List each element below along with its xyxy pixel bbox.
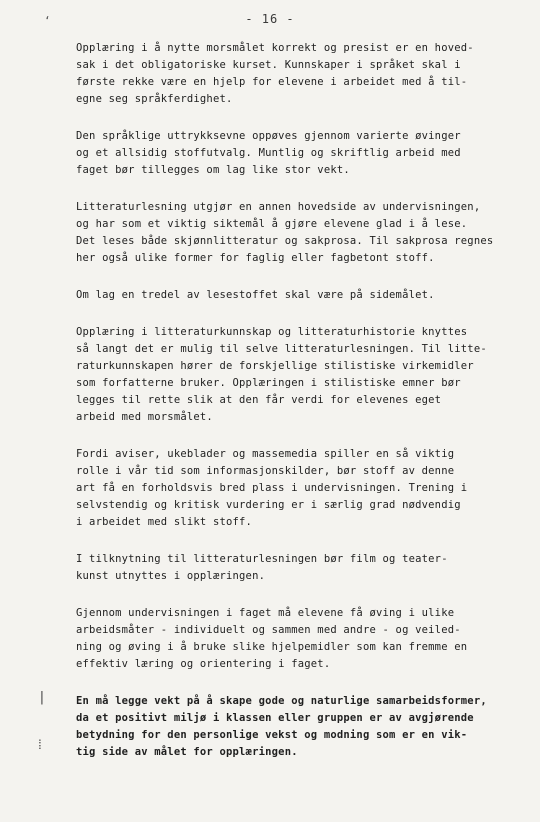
paragraph — [76, 693, 516, 761]
text-line: En må legge vekt på å skape gode og naturlige samarbeidsformer, — [76, 695, 487, 707]
text-line: Litteraturlesning utgjør en annen hovedside av undervisningen, — [76, 201, 481, 213]
text-line: Opplæring i litteraturkunnskap og litteraturhistorie knyttes — [76, 326, 468, 338]
text-line: raturkunnskapen hører de forskjellige stilistiske virkemidler — [76, 360, 474, 372]
document-body — [76, 40, 516, 781]
text-line: Fordi aviser, ukeblader og massemedia spiller en så viktig — [76, 448, 455, 460]
text-line: første rekke være en hjelp for elevene i arbeidet med å til- — [76, 76, 468, 88]
text-line: Den språklige uttrykksevne oppøves gjennom varierte øvinger — [76, 130, 461, 142]
text-line: Om lag en tredel av lesestoffet skal være på sidemålet. — [76, 289, 435, 301]
paragraph — [76, 551, 516, 585]
paragraph — [76, 287, 516, 304]
paragraph — [76, 128, 516, 179]
text-line: og et allsidig stoffutvalg. Muntlig og skriftlig arbeid med — [76, 147, 461, 159]
text-line: i arbeidet med slikt stoff. — [76, 516, 253, 528]
text-line: betydning for den personlige vekst og modning som er en vik- — [76, 729, 468, 741]
text-line: faget bør tillegges om lag like stor vekt. — [76, 164, 350, 176]
text-line: Gjennom undervisningen i faget må elevene få øving i ulike — [76, 607, 455, 619]
text-line: kunst utnyttes i opplæringen. — [76, 570, 266, 582]
text-line: art få en forholdsvis bred plass i undervisningen. Trening i — [76, 482, 468, 494]
text-line: egne seg språkferdighet. — [76, 93, 233, 105]
paragraph — [76, 199, 516, 267]
margin-mark: | — [38, 690, 46, 705]
text-line: sak i det obligatoriske kurset. Kunnskaper i språket skal i — [76, 59, 461, 71]
text-line: Det leses både skjønnlitteratur og sakprosa. Til sakprosa regnes — [76, 235, 494, 247]
text-line: arbeid med morsmålet. — [76, 411, 213, 423]
margin-mark: ⁞ — [36, 738, 44, 753]
text-line: som forfatterne bruker. Opplæringen i stilistiske emner bør — [76, 377, 461, 389]
page-number: - 16 - — [245, 12, 295, 26]
text-line: rolle i vår tid som informasjonskilder, bør stoff av denne — [76, 465, 455, 477]
paragraph — [76, 446, 516, 531]
text-line: effektiv læring og orientering i faget. — [76, 658, 331, 670]
paragraph — [76, 605, 516, 673]
text-line: Opplæring i å nytte morsmålet korrekt og presist er en hoved- — [76, 42, 474, 54]
paragraph — [76, 324, 516, 426]
text-line: I tilknytning til litteraturlesningen bør film og teater- — [76, 553, 448, 565]
paragraph — [76, 40, 516, 108]
text-line: og har som et viktig siktemål å gjøre elevene glad i å lese. — [76, 218, 468, 230]
text-line: her også ulike former for faglig eller fagbetont stoff. — [76, 252, 435, 264]
text-line: ning og øving i å bruke slike hjelpemidler som kan fremme en — [76, 641, 468, 653]
text-line: da et positivt miljø i klassen eller gruppen er av avgjørende — [76, 712, 474, 724]
corner-mark: ‘ — [44, 14, 51, 27]
text-line: legges til rette slik at den får verdi for elevenes eget — [76, 394, 442, 406]
text-line: tig side av målet for opplæringen. — [76, 746, 298, 758]
text-line: så langt det er mulig til selve litteraturlesningen. Til litte- — [76, 343, 487, 355]
text-line: selvstendig og kritisk vurdering er i særlig grad nødvendig — [76, 499, 461, 511]
text-line: arbeidsmåter - individuelt og sammen med andre - og veiled- — [76, 624, 461, 636]
